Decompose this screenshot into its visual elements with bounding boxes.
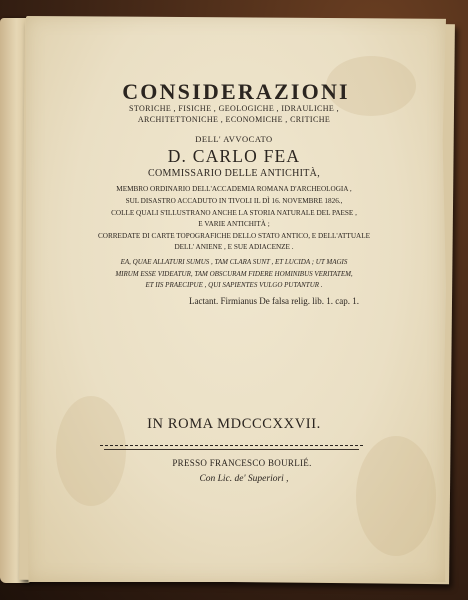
paper-stain (356, 436, 436, 556)
imprint-place-date: IN ROMA MDCCCXXVII. (147, 416, 321, 432)
subtitle-line: STORICHE , FISICHE , GEOLOGICHE , IDRAULICHE , (128, 104, 340, 113)
ornamental-rule (104, 449, 359, 450)
description-line: CORREDATE DI CARTE TOPOGRAFICHE DELLO STATO ANTICO, E DELL'ATTUALE (97, 232, 370, 240)
author-intro: DELL' AVVOCATO (195, 134, 273, 144)
paper-stain (56, 396, 126, 506)
ornamental-rule (100, 445, 363, 446)
description-line: MEMBRO ORDINARIO DELL'ACCADEMIA ROMANA D'ARCHEOLOGIA , (116, 185, 352, 193)
description-line: SUL DISASTRO ACCADUTO IN TIVOLI IL DÌ 16. NOVEMBRE 1826., (125, 197, 343, 205)
book-title: CONSIDERAZIONI (122, 79, 350, 104)
subtitle-line: ARCHITETTONICHE , ECONOMICHE , CRITICHE (137, 115, 331, 124)
author-name: D. CARLO FEA (167, 146, 301, 166)
epigraph-line: EA, QUAE ALLATURI SUMUS , TAM CLARA SUNT , ET LUCIDA ; UT MAGIS (120, 258, 348, 266)
description-line: DELL' ANIENE , E SUE ADIACENZE . (174, 243, 294, 251)
author-role: COMMISSARIO DELLE ANTICHITÀ, (147, 168, 320, 179)
epigraph-line: MIRUM ESSE VIDEATUR, TAM OBSCURAM FIDERE HOMINIBUS VERITATEM, (115, 270, 353, 278)
printer-line: PRESSO FRANCESCO BOURLIÉ. (172, 458, 312, 468)
epigraph-citation: Lactant. Firmianus De falsa relig. lib. 1. cap. 1. (189, 296, 359, 306)
description-line: COLLE QUALI S'ILLUSTRANO ANCHE LA STORIA NATURALE DEL PAESE , (111, 209, 357, 217)
description-line: E VARIE ANTICHITÀ ; (198, 220, 270, 228)
epigraph-line: ET IIS PRAECIPUE , QUI SAPIENTES VULGO PUTANTUR . (145, 281, 323, 289)
license-line: Con Lic. de' Superiori , (199, 474, 289, 484)
